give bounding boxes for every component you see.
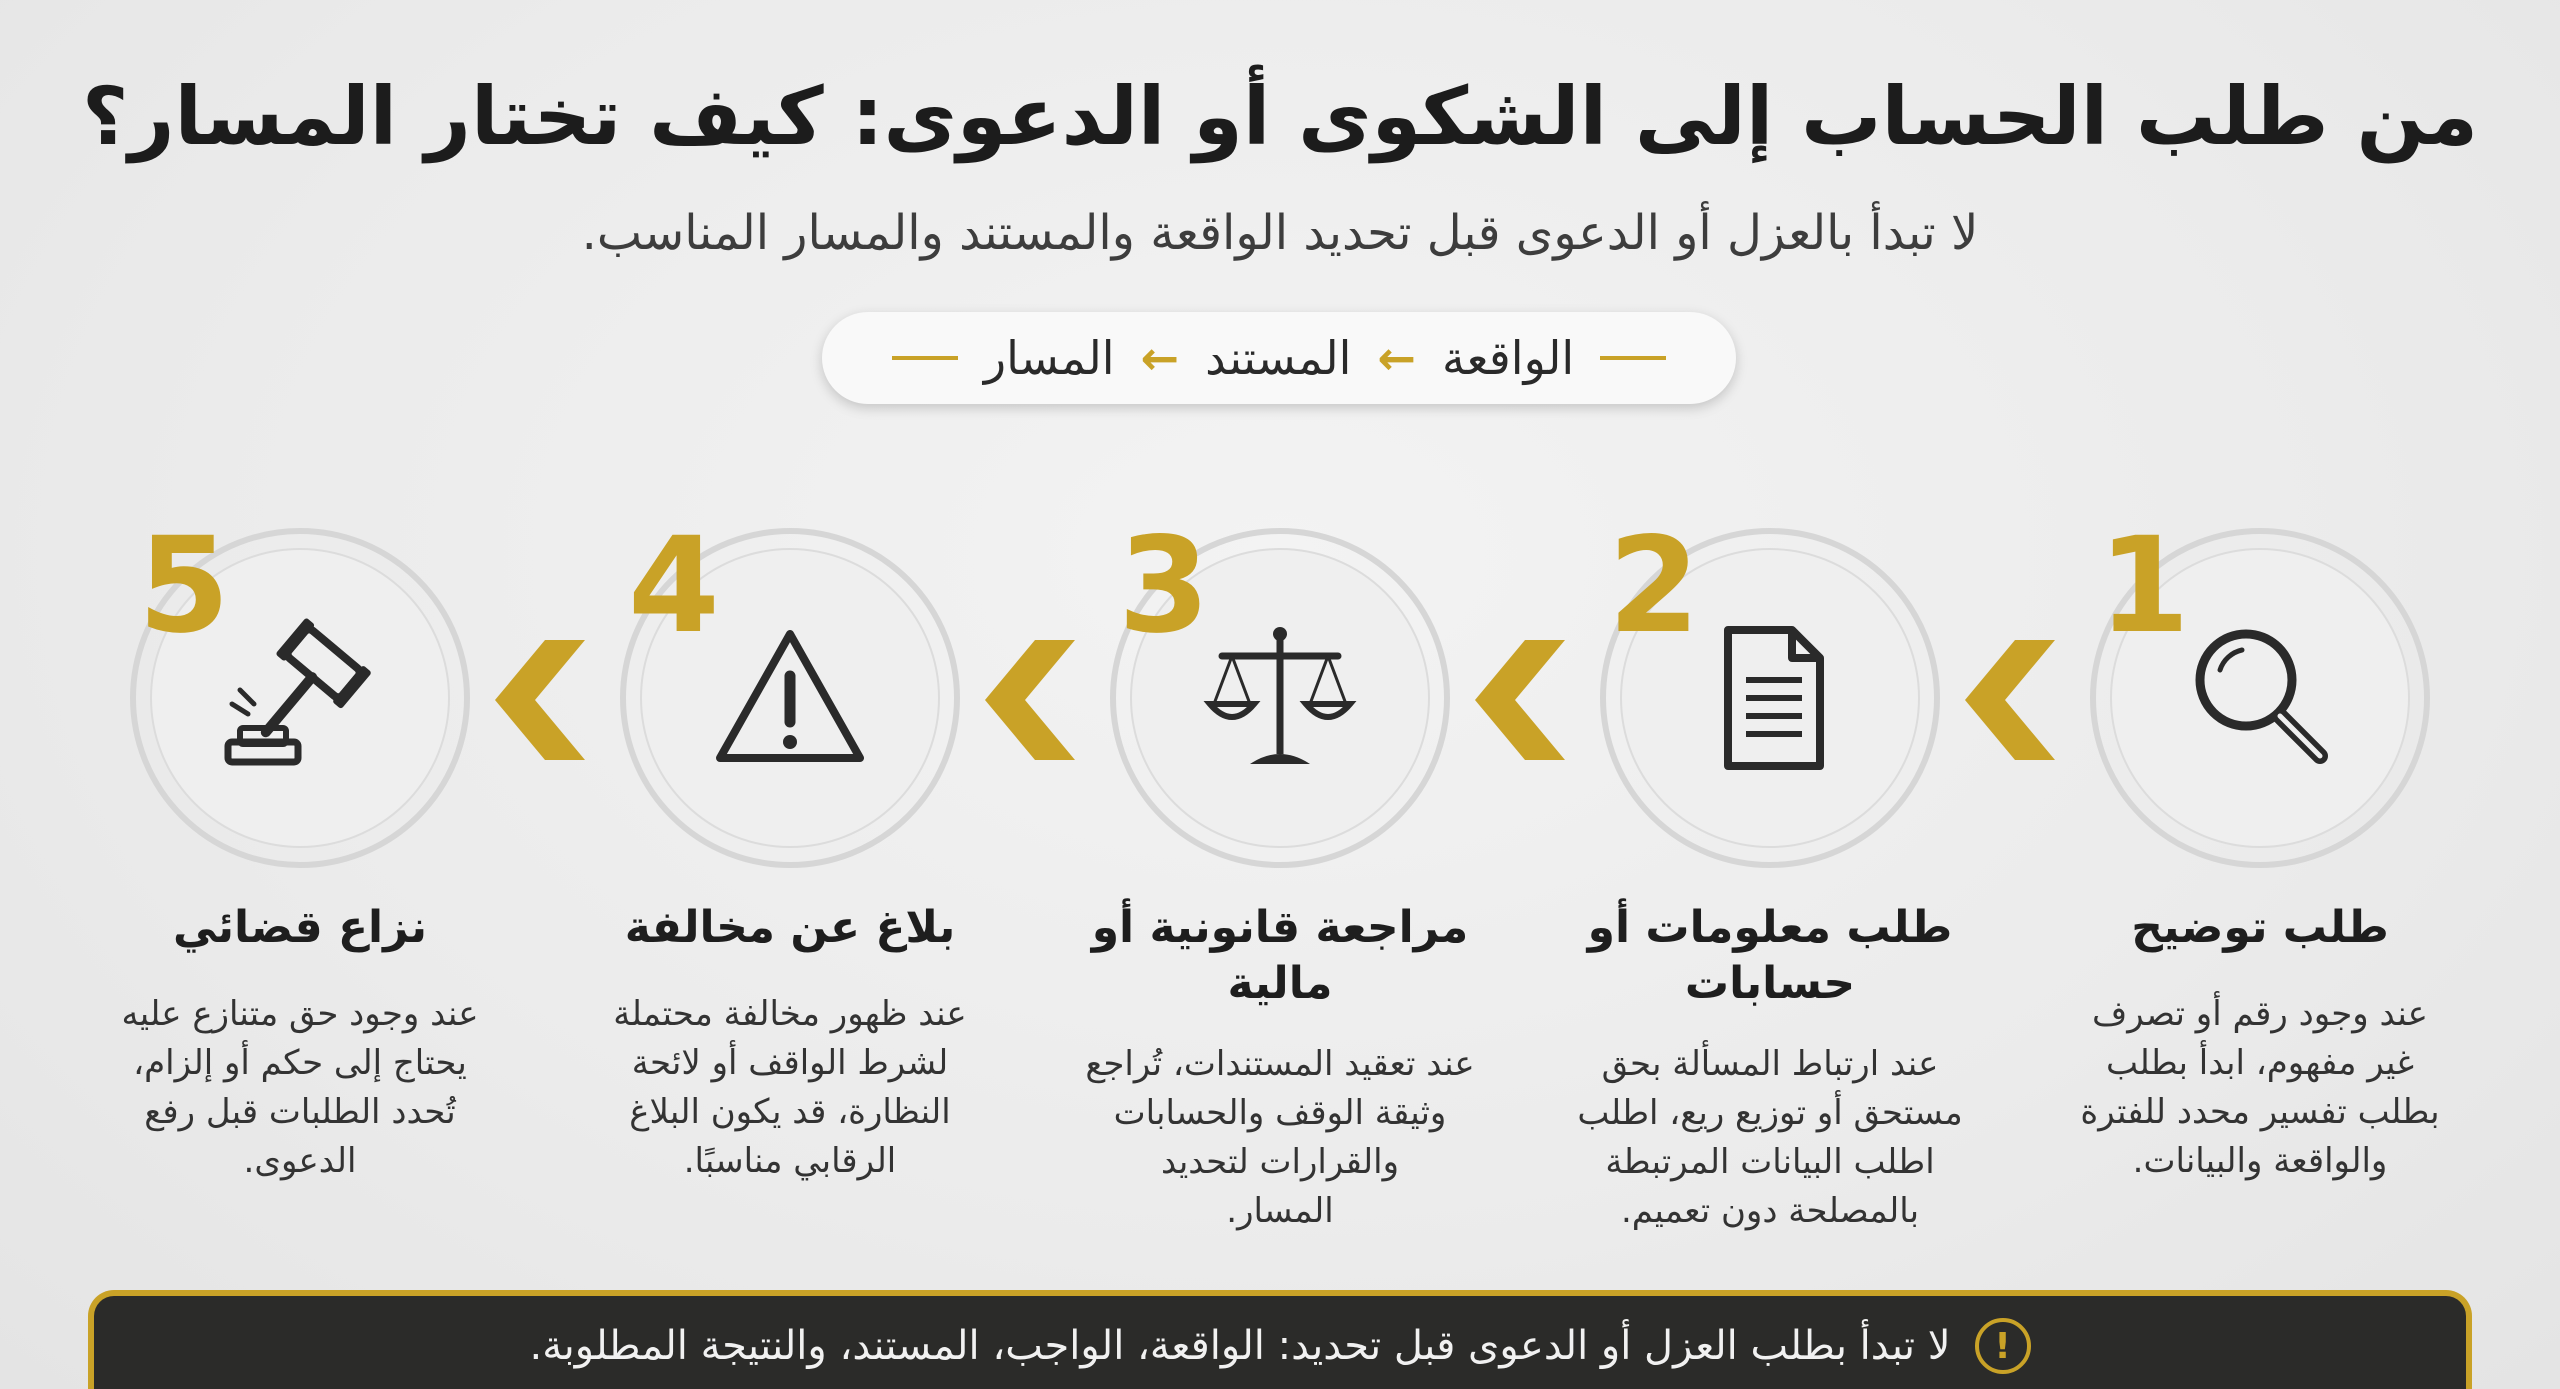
flow-item-document: المستند bbox=[1205, 331, 1352, 385]
description-line: والواقعة والبيانات. bbox=[2132, 1141, 2388, 1181]
step-5-description bbox=[90, 990, 510, 1186]
step-4-description bbox=[580, 990, 1000, 1186]
flow-item-path: المسار bbox=[983, 331, 1115, 385]
description-line: غير مفهوم، ابدأ بطلب bbox=[2105, 1043, 2415, 1083]
description-line: عند ظهور مخالفة محتملة bbox=[613, 994, 967, 1034]
flow-pill bbox=[822, 312, 1736, 404]
step-4-title: بلاغ عن مخالفة bbox=[624, 902, 956, 953]
description-line: والقرارات لتحديد bbox=[1160, 1142, 1400, 1182]
description-line: بطلب تفسير محدد للفترة bbox=[2080, 1092, 2440, 1132]
step-3-title-line: مالية bbox=[1227, 958, 1333, 1009]
description-line: بالمصلحة دون تعميم. bbox=[1620, 1191, 1920, 1231]
step-3-title-line: مراجعة قانونية أو bbox=[1091, 902, 1469, 953]
page-title: من طلب الحساب إلى الشكوى أو الدعوى: كيف تختار المسار؟ bbox=[82, 70, 2478, 163]
exclamation-icon: ! bbox=[1975, 1318, 2031, 1374]
page-subtitle: لا تبدأ بالعزل أو الدعوى قبل تحديد الواقعة والمستند والمسار المناسب. bbox=[581, 205, 1979, 261]
step-2-title-line: طلب معلومات أو bbox=[1587, 902, 1953, 953]
gavel-icon bbox=[220, 618, 380, 778]
description-line: اطلب البيانات المرتبطة bbox=[1605, 1142, 1935, 1182]
arrow-left-icon: ← bbox=[1377, 331, 1416, 385]
description-line: الرقابي مناسبًا. bbox=[683, 1141, 897, 1181]
pill-dash-left bbox=[892, 356, 958, 360]
chevron-left-icon bbox=[980, 640, 1080, 760]
arrow-left-icon: ← bbox=[1140, 331, 1180, 385]
pill-dash-right bbox=[1600, 356, 1666, 360]
footer-content bbox=[94, 1318, 2466, 1374]
step-3-description bbox=[1070, 1040, 1490, 1236]
step-3-number: 3 bbox=[1118, 509, 1210, 663]
description-line: المسار. bbox=[1226, 1191, 1334, 1231]
description-line: الدعوى. bbox=[243, 1141, 357, 1181]
step-2-title bbox=[1550, 900, 1990, 1012]
step-5-title: نزاع قضائي bbox=[172, 902, 428, 953]
step-4-number: 4 bbox=[628, 509, 720, 663]
step-2-number: 2 bbox=[1608, 509, 1700, 663]
footer-banner bbox=[88, 1290, 2472, 1389]
footer-text: لا تبدأ بطلب العزل أو الدعوى قبل تحديد: الواقعة، الواجب، المستند، والنتيجة المطلوبة. bbox=[529, 1323, 1951, 1369]
description-line: وثيقة الوقف والحسابات bbox=[1113, 1093, 1447, 1133]
warning-icon bbox=[710, 618, 870, 778]
step-2-description bbox=[1560, 1040, 1980, 1236]
chevron-left-icon bbox=[490, 640, 590, 760]
description-line: عند وجود رقم أو تصرف bbox=[2092, 994, 2428, 1034]
step-1-description bbox=[2050, 990, 2470, 1186]
step-1-number: 1 bbox=[2098, 509, 2190, 663]
description-line: النظارة، قد يكون البلاغ bbox=[629, 1092, 951, 1132]
scales-icon bbox=[1200, 618, 1360, 778]
document-icon bbox=[1690, 618, 1850, 778]
step-1-title: طلب توضيح bbox=[2131, 902, 2389, 953]
description-line: يحتاج إلى حكم أو إلزام، bbox=[133, 1043, 467, 1083]
description-line: عند وجود حق متنازع عليه bbox=[121, 994, 479, 1034]
description-line: لشرط الواقف أو لائحة bbox=[631, 1043, 949, 1083]
search-icon bbox=[2180, 618, 2340, 778]
flow-item-fact: الواقعة bbox=[1441, 331, 1575, 385]
chevron-left-icon bbox=[1470, 640, 1570, 760]
step-3-title bbox=[1060, 900, 1500, 1012]
step-5-number: 5 bbox=[138, 509, 230, 663]
description-line: عند ارتباط المسألة بحق bbox=[1601, 1044, 1939, 1084]
description-line: مستحق أو توزيع ريع، اطلب bbox=[1577, 1093, 1963, 1133]
step-2-title-line: حسابات bbox=[1684, 958, 1856, 1009]
chevron-left-icon bbox=[1960, 640, 2060, 760]
description-line: تُحدد الطلبات قبل رفع bbox=[144, 1092, 456, 1132]
description-line: عند تعقيد المستندات، تُراجع bbox=[1085, 1044, 1475, 1084]
